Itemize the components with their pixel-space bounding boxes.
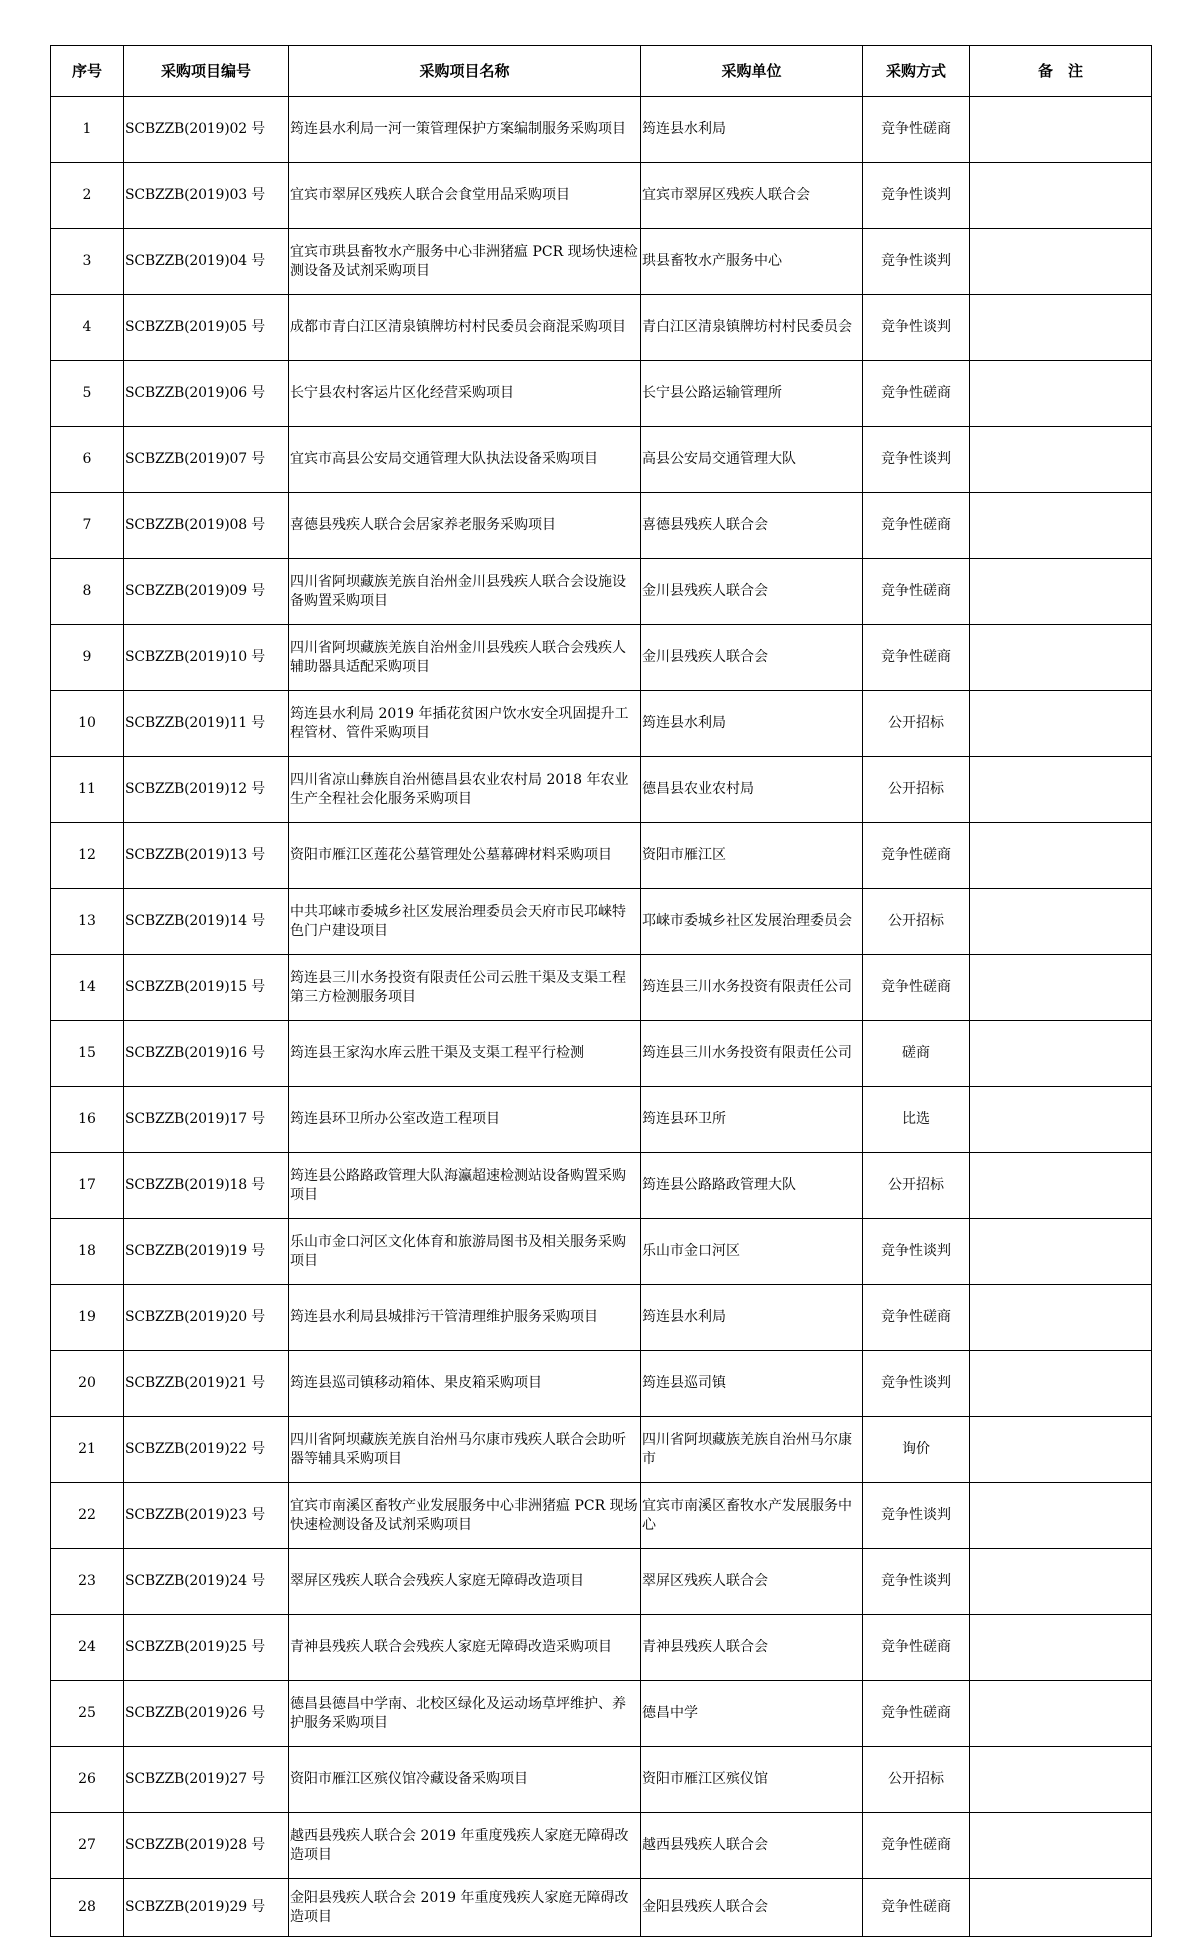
header-row [51, 46, 1152, 97]
cell-name: 筠连县水利局一河一策管理保护方案编制服务采购项目 [289, 97, 641, 163]
cell-remark [970, 1615, 1152, 1681]
cell-index: 7 [51, 493, 124, 559]
cell-code: SCBZZB(2019)03 号 [124, 163, 289, 229]
cell-method: 竞争性磋商 [863, 361, 970, 427]
cell-name: 筠连县王家沟水库云胜干渠及支渠工程平行检测 [289, 1021, 641, 1087]
cell-remark [970, 229, 1152, 295]
table-row [51, 1219, 1152, 1285]
cell-method: 竞争性谈判 [863, 1351, 970, 1417]
cell-index: 11 [51, 757, 124, 823]
cell-index: 9 [51, 625, 124, 691]
cell-code: SCBZZB(2019)25 号 [124, 1615, 289, 1681]
table-row [51, 1813, 1152, 1879]
table-row [51, 625, 1152, 691]
cell-name: 德昌县德昌中学南、北校区绿化及运动场草坪维护、养护服务采购项目 [289, 1681, 641, 1747]
table-row [51, 757, 1152, 823]
cell-name: 成都市青白江区清泉镇牌坊村村民委员会商混采购项目 [289, 295, 641, 361]
cell-unit: 筠连县环卫所 [641, 1087, 863, 1153]
cell-index: 3 [51, 229, 124, 295]
table-row [51, 427, 1152, 493]
cell-code: SCBZZB(2019)21 号 [124, 1351, 289, 1417]
cell-remark [970, 1483, 1152, 1549]
cell-name: 长宁县农村客运片区化经营采购项目 [289, 361, 641, 427]
table-row [51, 1681, 1152, 1747]
cell-name: 中共邛崃市委城乡社区发展治理委员会天府市民邛崃特色门户建设项目 [289, 889, 641, 955]
cell-code: SCBZZB(2019)29 号 [124, 1879, 289, 1937]
table-row [51, 361, 1152, 427]
cell-remark [970, 1087, 1152, 1153]
cell-method: 比选 [863, 1087, 970, 1153]
cell-name: 越西县残疾人联合会 2019 年重度残疾人家庭无障碍改造项目 [289, 1813, 641, 1879]
cell-unit: 筠连县水利局 [641, 1285, 863, 1351]
cell-unit: 宜宾市南溪区畜牧水产发展服务中心 [641, 1483, 863, 1549]
cell-code: SCBZZB(2019)22 号 [124, 1417, 289, 1483]
cell-index: 12 [51, 823, 124, 889]
cell-remark [970, 691, 1152, 757]
cell-index: 23 [51, 1549, 124, 1615]
cell-remark [970, 427, 1152, 493]
cell-unit: 筠连县水利局 [641, 691, 863, 757]
table-body [51, 97, 1152, 1937]
cell-remark [970, 1153, 1152, 1219]
cell-name: 宜宾市南溪区畜牧产业发展服务中心非洲猪瘟 PCR 现场快速检测设备及试剂采购项目 [289, 1483, 641, 1549]
cell-code: SCBZZB(2019)17 号 [124, 1087, 289, 1153]
cell-method: 竞争性磋商 [863, 97, 970, 163]
cell-remark [970, 1417, 1152, 1483]
cell-code: SCBZZB(2019)13 号 [124, 823, 289, 889]
cell-remark [970, 1285, 1152, 1351]
cell-code: SCBZZB(2019)16 号 [124, 1021, 289, 1087]
cell-method: 竞争性磋商 [863, 1285, 970, 1351]
table-row [51, 1549, 1152, 1615]
cell-index: 20 [51, 1351, 124, 1417]
table-row [51, 1483, 1152, 1549]
cell-code: SCBZZB(2019)10 号 [124, 625, 289, 691]
cell-code: SCBZZB(2019)26 号 [124, 1681, 289, 1747]
cell-index: 13 [51, 889, 124, 955]
cell-remark [970, 1747, 1152, 1813]
cell-unit: 筠连县三川水务投资有限责任公司 [641, 955, 863, 1021]
cell-name: 筠连县三川水务投资有限责任公司云胜干渠及支渠工程第三方检测服务项目 [289, 955, 641, 1021]
cell-unit: 筠连县水利局 [641, 97, 863, 163]
cell-code: SCBZZB(2019)19 号 [124, 1219, 289, 1285]
cell-code: SCBZZB(2019)06 号 [124, 361, 289, 427]
cell-remark [970, 757, 1152, 823]
cell-unit: 青白江区清泉镇牌坊村村民委员会 [641, 295, 863, 361]
cell-index: 18 [51, 1219, 124, 1285]
header-name: 采购项目名称 [289, 46, 641, 97]
table-row [51, 691, 1152, 757]
cell-remark [970, 1879, 1152, 1937]
cell-method: 竞争性磋商 [863, 1879, 970, 1937]
cell-method: 竞争性谈判 [863, 1483, 970, 1549]
cell-remark [970, 1549, 1152, 1615]
cell-index: 6 [51, 427, 124, 493]
cell-name: 四川省凉山彝族自治州德昌县农业农村局 2018 年农业生产全程社会化服务采购项目 [289, 757, 641, 823]
cell-name: 四川省阿坝藏族羌族自治州马尔康市残疾人联合会助听器等辅具采购项目 [289, 1417, 641, 1483]
table-row [51, 1021, 1152, 1087]
table-row [51, 229, 1152, 295]
cell-name: 宜宾市高县公安局交通管理大队执法设备采购项目 [289, 427, 641, 493]
cell-index: 27 [51, 1813, 124, 1879]
cell-remark [970, 955, 1152, 1021]
table-row [51, 1615, 1152, 1681]
cell-unit: 长宁县公路运输管理所 [641, 361, 863, 427]
cell-code: SCBZZB(2019)20 号 [124, 1285, 289, 1351]
cell-method: 竞争性谈判 [863, 229, 970, 295]
cell-code: SCBZZB(2019)24 号 [124, 1549, 289, 1615]
cell-code: SCBZZB(2019)09 号 [124, 559, 289, 625]
header-unit: 采购单位 [641, 46, 863, 97]
cell-unit: 珙县畜牧水产服务中心 [641, 229, 863, 295]
cell-name: 筠连县环卫所办公室改造工程项目 [289, 1087, 641, 1153]
cell-code: SCBZZB(2019)02 号 [124, 97, 289, 163]
table-row [51, 955, 1152, 1021]
cell-remark [970, 823, 1152, 889]
table-row [51, 823, 1152, 889]
table-row [51, 1285, 1152, 1351]
cell-unit: 喜德县残疾人联合会 [641, 493, 863, 559]
cell-method: 公开招标 [863, 757, 970, 823]
cell-name: 翠屏区残疾人联合会残疾人家庭无障碍改造项目 [289, 1549, 641, 1615]
cell-method: 竞争性谈判 [863, 1219, 970, 1285]
cell-code: SCBZZB(2019)28 号 [124, 1813, 289, 1879]
cell-index: 25 [51, 1681, 124, 1747]
procurement-table [50, 45, 1152, 1937]
table-row [51, 163, 1152, 229]
cell-unit: 越西县残疾人联合会 [641, 1813, 863, 1879]
cell-code: SCBZZB(2019)18 号 [124, 1153, 289, 1219]
cell-remark [970, 97, 1152, 163]
cell-code: SCBZZB(2019)11 号 [124, 691, 289, 757]
cell-unit: 筠连县巡司镇 [641, 1351, 863, 1417]
table-row [51, 1417, 1152, 1483]
cell-name: 喜德县残疾人联合会居家养老服务采购项目 [289, 493, 641, 559]
cell-method: 公开招标 [863, 691, 970, 757]
cell-code: SCBZZB(2019)15 号 [124, 955, 289, 1021]
cell-unit: 青神县残疾人联合会 [641, 1615, 863, 1681]
cell-unit: 高县公安局交通管理大队 [641, 427, 863, 493]
cell-method: 竞争性磋商 [863, 1681, 970, 1747]
cell-method: 竞争性磋商 [863, 955, 970, 1021]
cell-name: 金阳县残疾人联合会 2019 年重度残疾人家庭无障碍改造项目 [289, 1879, 641, 1937]
table-row [51, 559, 1152, 625]
header-remark: 备 注 [970, 46, 1152, 97]
cell-name: 宜宾市翠屏区残疾人联合会食堂用品采购项目 [289, 163, 641, 229]
cell-remark [970, 361, 1152, 427]
table-row [51, 493, 1152, 559]
cell-remark [970, 295, 1152, 361]
cell-index: 4 [51, 295, 124, 361]
cell-index: 5 [51, 361, 124, 427]
cell-remark [970, 493, 1152, 559]
cell-name: 青神县残疾人联合会残疾人家庭无障碍改造采购项目 [289, 1615, 641, 1681]
cell-method: 竞争性磋商 [863, 1813, 970, 1879]
cell-remark [970, 1813, 1152, 1879]
cell-remark [970, 889, 1152, 955]
table-row [51, 1747, 1152, 1813]
cell-remark [970, 1351, 1152, 1417]
cell-name: 筠连县巡司镇移动箱体、果皮箱采购项目 [289, 1351, 641, 1417]
cell-unit: 四川省阿坝藏族羌族自治州马尔康市 [641, 1417, 863, 1483]
cell-unit: 宜宾市翠屏区残疾人联合会 [641, 163, 863, 229]
cell-index: 1 [51, 97, 124, 163]
cell-remark [970, 163, 1152, 229]
cell-unit: 翠屏区残疾人联合会 [641, 1549, 863, 1615]
cell-method: 竞争性谈判 [863, 1549, 970, 1615]
cell-index: 15 [51, 1021, 124, 1087]
cell-remark [970, 625, 1152, 691]
table-row [51, 97, 1152, 163]
cell-name: 资阳市雁江区殡仪馆冷藏设备采购项目 [289, 1747, 641, 1813]
cell-index: 10 [51, 691, 124, 757]
cell-method: 竞争性谈判 [863, 295, 970, 361]
cell-name: 筠连县公路路政管理大队海瀛超速检测站设备购置采购项目 [289, 1153, 641, 1219]
cell-index: 14 [51, 955, 124, 1021]
cell-code: SCBZZB(2019)12 号 [124, 757, 289, 823]
cell-method: 竞争性磋商 [863, 823, 970, 889]
cell-index: 24 [51, 1615, 124, 1681]
header-method: 采购方式 [863, 46, 970, 97]
cell-unit: 金川县残疾人联合会 [641, 559, 863, 625]
table-row [51, 1351, 1152, 1417]
cell-method: 公开招标 [863, 1153, 970, 1219]
cell-name: 四川省阿坝藏族羌族自治州金川县残疾人联合会设施设备购置采购项目 [289, 559, 641, 625]
cell-name: 宜宾市珙县畜牧水产服务中心非洲猪瘟 PCR 现场快速检测设备及试剂采购项目 [289, 229, 641, 295]
cell-method: 磋商 [863, 1021, 970, 1087]
cell-method: 竞争性谈判 [863, 427, 970, 493]
cell-index: 16 [51, 1087, 124, 1153]
table-row [51, 1153, 1152, 1219]
table-row [51, 295, 1152, 361]
cell-unit: 金川县残疾人联合会 [641, 625, 863, 691]
cell-remark [970, 559, 1152, 625]
cell-index: 19 [51, 1285, 124, 1351]
cell-unit: 乐山市金口河区 [641, 1219, 863, 1285]
cell-unit: 资阳市雁江区 [641, 823, 863, 889]
cell-code: SCBZZB(2019)07 号 [124, 427, 289, 493]
cell-index: 8 [51, 559, 124, 625]
cell-code: SCBZZB(2019)04 号 [124, 229, 289, 295]
cell-remark [970, 1219, 1152, 1285]
cell-unit: 资阳市雁江区殡仪馆 [641, 1747, 863, 1813]
cell-code: SCBZZB(2019)27 号 [124, 1747, 289, 1813]
cell-method: 竞争性谈判 [863, 163, 970, 229]
cell-unit: 德昌县农业农村局 [641, 757, 863, 823]
cell-index: 2 [51, 163, 124, 229]
cell-name: 乐山市金口河区文化体育和旅游局图书及相关服务采购项目 [289, 1219, 641, 1285]
cell-unit: 金阳县残疾人联合会 [641, 1879, 863, 1937]
cell-name: 筠连县水利局 2019 年插花贫困户饮水安全巩固提升工程管材、管件采购项目 [289, 691, 641, 757]
cell-unit: 德昌中学 [641, 1681, 863, 1747]
cell-code: SCBZZB(2019)23 号 [124, 1483, 289, 1549]
table-row [51, 1879, 1152, 1937]
cell-method: 公开招标 [863, 889, 970, 955]
cell-code: SCBZZB(2019)08 号 [124, 493, 289, 559]
cell-code: SCBZZB(2019)14 号 [124, 889, 289, 955]
cell-index: 28 [51, 1879, 124, 1937]
cell-method: 竞争性磋商 [863, 493, 970, 559]
header-code: 采购项目编号 [124, 46, 289, 97]
cell-index: 21 [51, 1417, 124, 1483]
cell-method: 竞争性磋商 [863, 625, 970, 691]
cell-name: 筠连县水利局县城排污干管清理维护服务采购项目 [289, 1285, 641, 1351]
cell-index: 26 [51, 1747, 124, 1813]
cell-index: 17 [51, 1153, 124, 1219]
cell-index: 22 [51, 1483, 124, 1549]
cell-remark [970, 1021, 1152, 1087]
table-row [51, 1087, 1152, 1153]
cell-unit: 筠连县公路路政管理大队 [641, 1153, 863, 1219]
cell-method: 询价 [863, 1417, 970, 1483]
cell-remark [970, 1681, 1152, 1747]
table-row [51, 889, 1152, 955]
cell-method: 公开招标 [863, 1747, 970, 1813]
cell-unit: 邛崃市委城乡社区发展治理委员会 [641, 889, 863, 955]
cell-name: 资阳市雁江区莲花公墓管理处公墓幕碑材料采购项目 [289, 823, 641, 889]
cell-method: 竞争性磋商 [863, 1615, 970, 1681]
cell-code: SCBZZB(2019)05 号 [124, 295, 289, 361]
cell-name: 四川省阿坝藏族羌族自治州金川县残疾人联合会残疾人辅助器具适配采购项目 [289, 625, 641, 691]
cell-method: 竞争性磋商 [863, 559, 970, 625]
header-index: 序号 [51, 46, 124, 97]
cell-unit: 筠连县三川水务投资有限责任公司 [641, 1021, 863, 1087]
